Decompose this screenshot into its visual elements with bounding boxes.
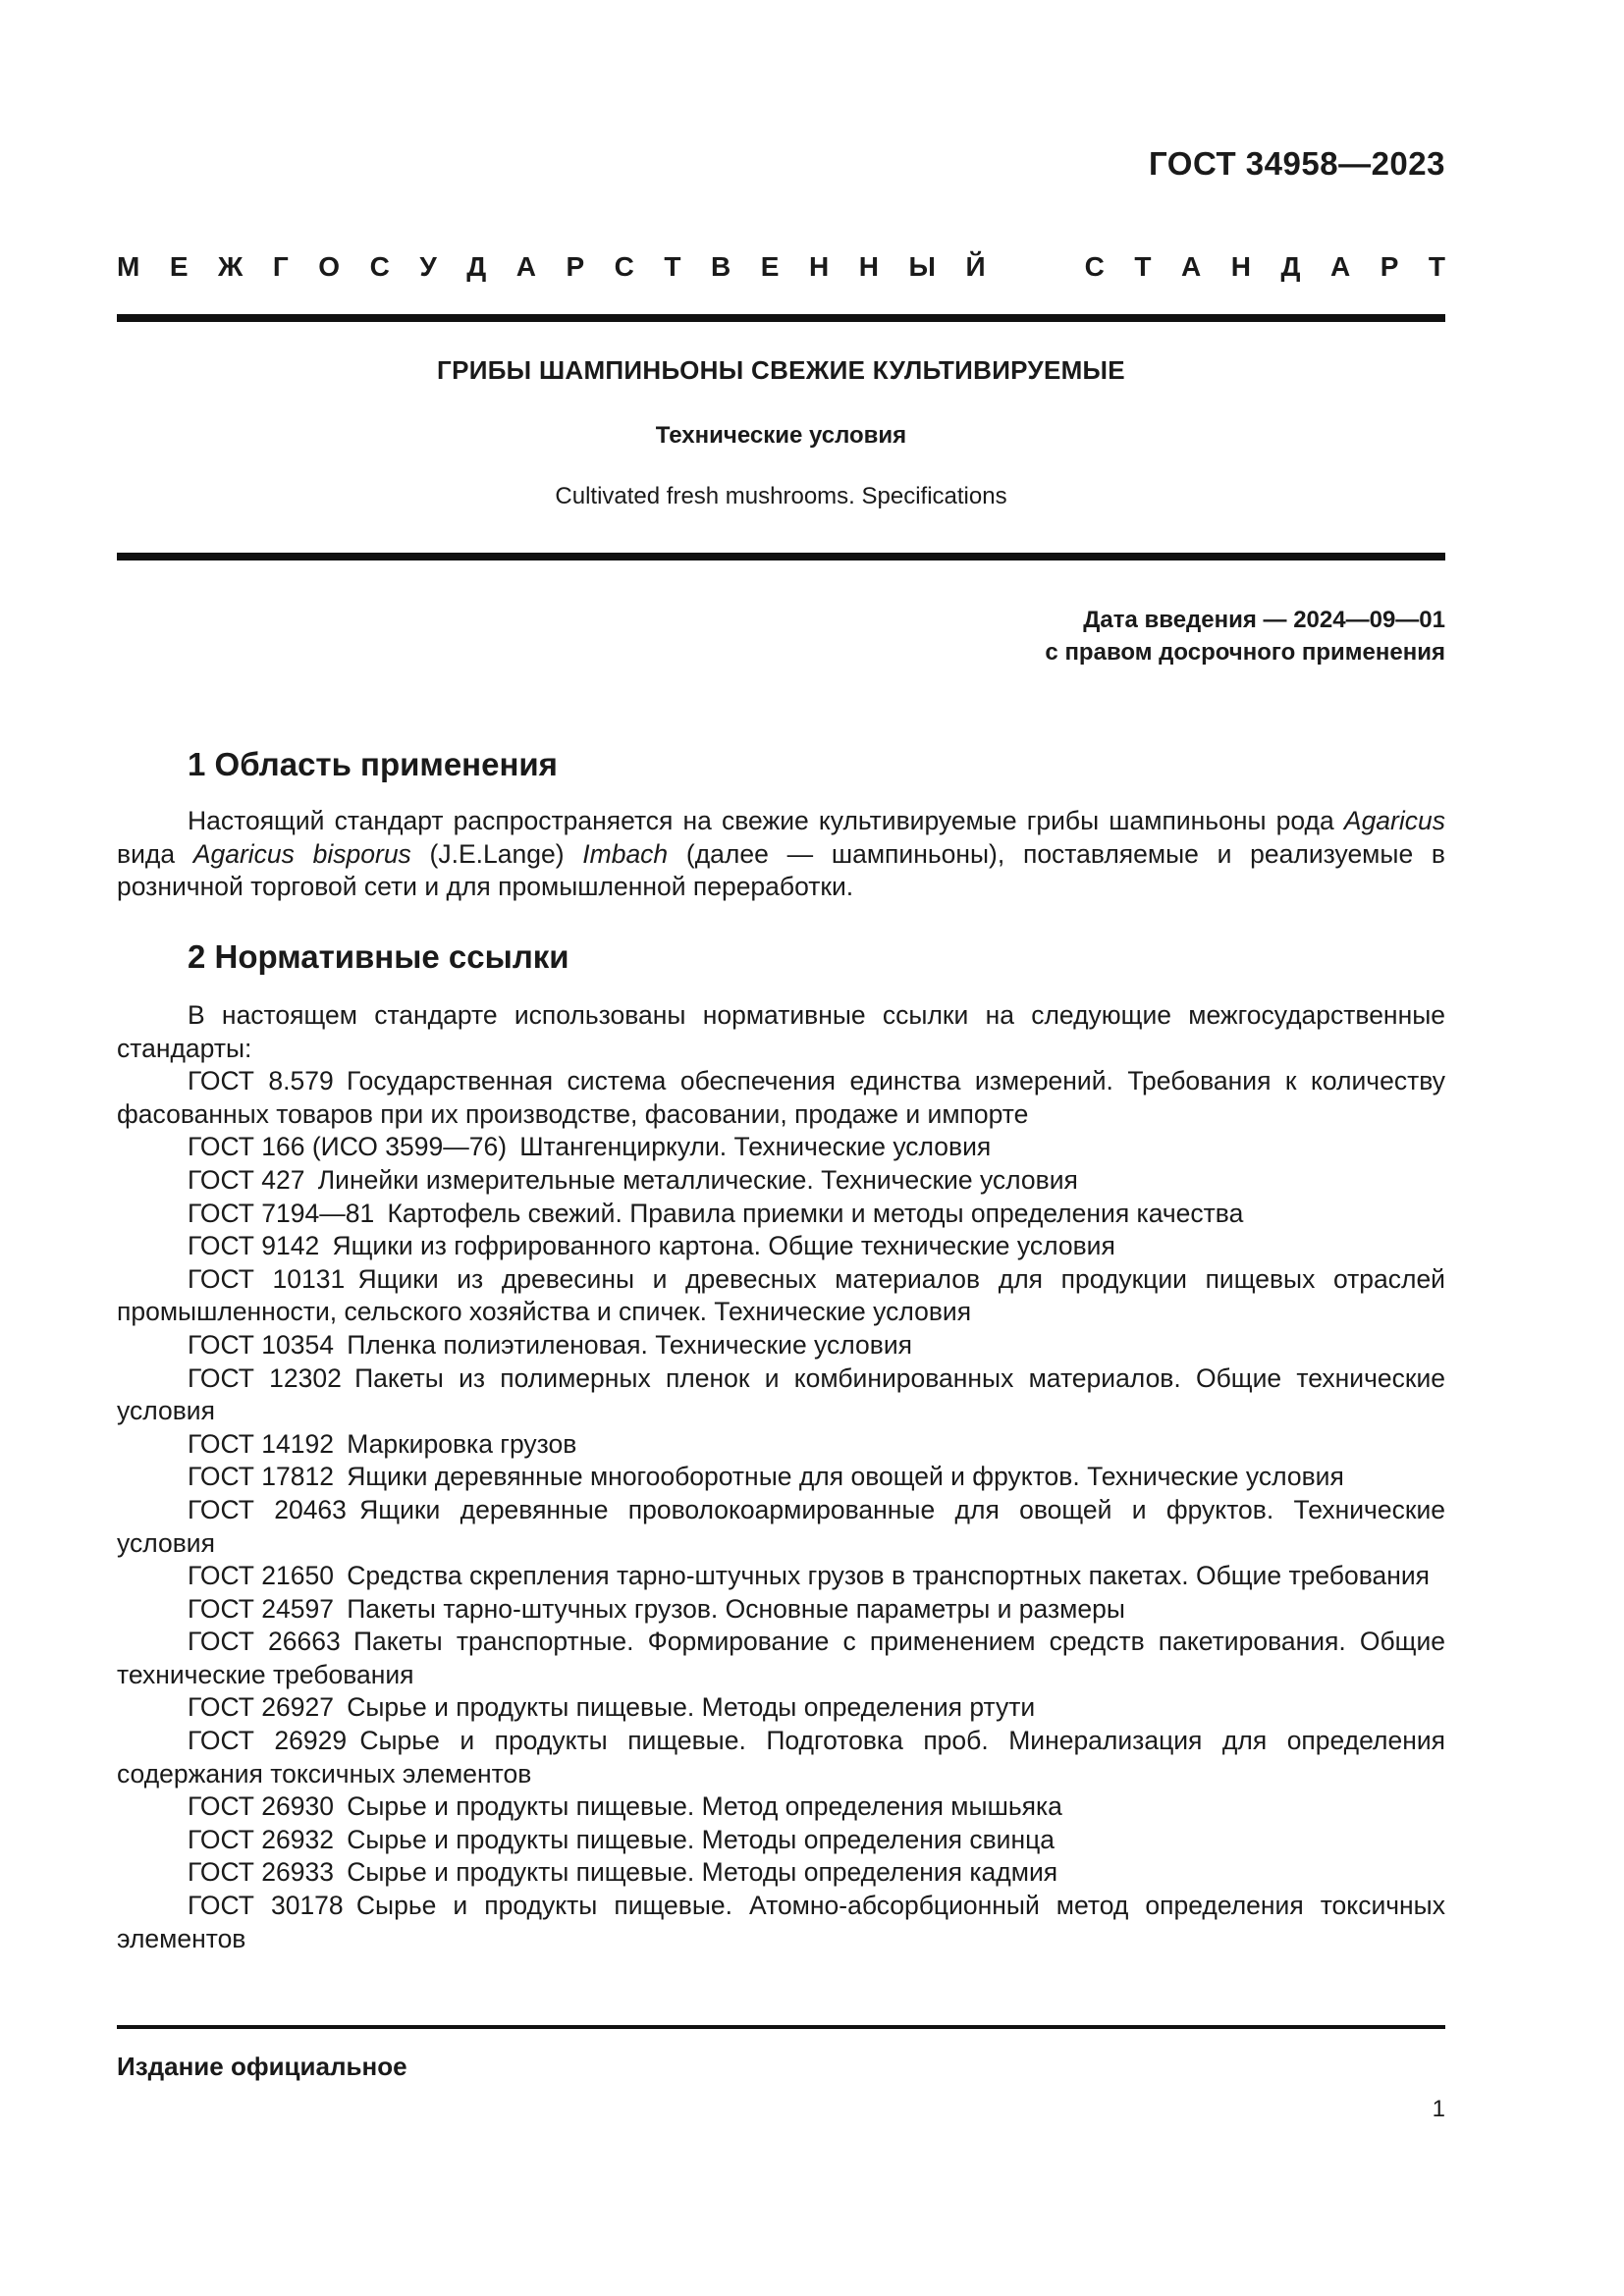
standard-type-letter: Т [664, 251, 681, 282]
standard-type-letter: С [1084, 251, 1105, 282]
reference-entry [117, 1428, 1445, 1462]
standard-type-letter: Н [809, 251, 830, 282]
species-name: Agaricus bisporus [192, 838, 411, 869]
standard-type-line [117, 251, 1445, 283]
reference-code: ГОСТ 10354 [188, 1329, 334, 1360]
standard-type-letter: С [369, 251, 390, 282]
reference-entry [117, 1230, 1445, 1263]
reference-title: Картофель свежий. Правила приемки и методы определения качества [387, 1198, 1244, 1228]
standard-type-letter: Й [965, 251, 986, 282]
reference-entry [117, 1560, 1445, 1593]
introduction-date: Дата введения — 2024—09—01 [1083, 607, 1445, 633]
standard-type-letter: В [711, 251, 731, 282]
reference-entry [117, 1131, 1445, 1164]
reference-title: Сырье и продукты пищевые. Методы определения кадмия [347, 1857, 1058, 1888]
standard-type-letter: Д [466, 251, 487, 282]
reference-code: ГОСТ 26933 [188, 1857, 334, 1888]
reference-code: ГОСТ 24597 [188, 1593, 334, 1624]
reference-list [117, 1065, 1445, 1955]
footer-rule [117, 2025, 1445, 2029]
header-rule [117, 314, 1445, 322]
reference-code: ГОСТ 9142 [188, 1231, 320, 1261]
reference-code: ГОСТ 8.579 [188, 1066, 334, 1096]
reference-entry [117, 1856, 1445, 1890]
reference-code: ГОСТ 21650 [188, 1561, 334, 1591]
reference-entry [117, 1494, 1445, 1560]
page-number: 1 [1432, 2096, 1445, 2122]
standard-type-letter: Е [760, 251, 780, 282]
references-intro: В настоящем стандарте использованы нормативные ссылки на следующие межгосударственные стандарты: [117, 1000, 1445, 1063]
document-title: ГРИБЫ ШАМПИНЬОНЫ СВЕЖИЕ КУЛЬТИВИРУЕМЫЕ [437, 355, 1125, 385]
standard-type-letter: Т [1134, 251, 1152, 282]
reference-code: ГОСТ 427 [188, 1164, 305, 1195]
reference-code: ГОСТ 7194—81 [188, 1198, 375, 1228]
reference-entry [117, 1824, 1445, 1857]
standard-type-letter: Д [1280, 251, 1301, 282]
reference-title: Ящики из древесины и древесных материалов для продукции пищевых отраслей промышленности, сельского хозяйства и спичек. Технические условия [117, 1263, 1445, 1327]
reference-entry [117, 1164, 1445, 1198]
standard-type-letter: М [117, 251, 140, 282]
reference-title: Пленка полиэтиленовая. Технические условия [347, 1329, 912, 1360]
title-rule [117, 553, 1445, 561]
reference-entry [117, 1263, 1445, 1329]
document-page [117, 0, 1445, 2296]
standard-type-letter: А [515, 251, 536, 282]
reference-code: ГОСТ 12302 [188, 1362, 342, 1393]
reference-entry [117, 1065, 1445, 1131]
reference-title: Пакеты транспортные. Формирование с применением средств пакетирования. Общие технические требования [117, 1627, 1445, 1689]
standard-type-letter: О [318, 251, 341, 282]
reference-code: ГОСТ 30178 [188, 1891, 344, 1921]
standard-type-letter: С [614, 251, 634, 282]
standard-type-letter: Т [1428, 251, 1445, 282]
standard-type-letter: Н [1230, 251, 1251, 282]
reference-title: Ящики из гофрированного картона. Общие технические условия [332, 1231, 1115, 1261]
species-author: Imbach [582, 838, 669, 869]
reference-entry [117, 1691, 1445, 1725]
reference-title: Сырье и продукты пищевые. Атомно-абсорбционный метод определения токсичных элементов [117, 1891, 1445, 1953]
reference-title: Пакеты из полимерных пленок и комбинированных материалов. Общие технические условия [117, 1362, 1445, 1426]
standard-type-letter: Р [1380, 251, 1399, 282]
reference-entry [117, 1593, 1445, 1627]
reference-title: Сырье и продукты пищевые. Метод определения мышьяка [347, 1791, 1062, 1822]
standard-type-letter: Ы [908, 251, 936, 282]
section-2-heading: 2 Нормативные ссылки [188, 938, 569, 975]
standard-type-letter: Р [566, 251, 585, 282]
reference-title: Сырье и продукты пищевые. Методы определения ртути [347, 1692, 1036, 1723]
reference-entry [117, 1362, 1445, 1428]
reference-entry [117, 1725, 1445, 1790]
reference-title: Ящики деревянные проволокоармированные для овощей и фруктов. Технические условия [117, 1494, 1445, 1558]
reference-title: Линейки измерительные металлические. Технические условия [317, 1164, 1078, 1195]
standard-type-letter: А [1180, 251, 1202, 282]
reference-code: ГОСТ 14192 [188, 1428, 334, 1459]
reference-code: ГОСТ 20463 [188, 1494, 347, 1524]
early-application-note: с правом досрочного применения [1045, 639, 1445, 666]
reference-title: Государственная система обеспечения единства измерений. Требования к количеству фасованных товаров при их производстве, фасовании, продаже и импорте [117, 1066, 1445, 1129]
normative-references [117, 999, 1445, 1955]
standard-type-gap [1015, 251, 1055, 283]
reference-code: ГОСТ 166 (ИСО 3599—76) [188, 1132, 508, 1162]
reference-code: ГОСТ 26929 [188, 1726, 348, 1756]
reference-code: ГОСТ 26927 [188, 1692, 334, 1723]
standard-type-letter: У [419, 251, 437, 282]
reference-code: ГОСТ 26930 [188, 1791, 334, 1822]
genus-name: Agaricus [1343, 806, 1445, 835]
reference-code: ГОСТ 17812 [188, 1462, 334, 1492]
reference-entry [117, 1890, 1445, 1955]
reference-title: Средства скрепления тарно-штучных грузов в транспортных пакетах. Общие требования [347, 1561, 1430, 1591]
official-edition-label: Издание официальное [117, 2052, 407, 2081]
section-1-text: Настоящий стандарт распространяется на свежие культивируемые грибы шампиньоны рода Agaricus вида Agaricus bisporus (J.E.Lange) Imbach (далее — шампиньоны), поставляемые и реализуемые в розничной торговой сети и для промышленной переработки. [117, 806, 1445, 902]
reference-code: ГОСТ 26663 [188, 1627, 341, 1657]
reference-title: Штангенциркули. Технические условия [519, 1132, 992, 1162]
reference-title: Сырье и продукты пищевые. Методы определения свинца [347, 1824, 1056, 1854]
section-1-heading: 1 Область применения [188, 746, 558, 782]
reference-entry [117, 1461, 1445, 1494]
standard-type-letter: А [1329, 251, 1351, 282]
reference-entry [117, 1626, 1445, 1691]
standard-type-letter: Г [272, 251, 289, 282]
reference-entry [117, 1198, 1445, 1231]
reference-title: Пакеты тарно-штучных грузов. Основные параметры и размеры [347, 1593, 1125, 1624]
reference-title: Сырье и продукты пищевые. Подготовка проб. Минерализация для определения содержания токсичных элементов [117, 1726, 1445, 1789]
reference-entry [117, 1329, 1445, 1362]
document-title-english: Cultivated fresh mushrooms. Specifications [555, 483, 1007, 509]
reference-title: Маркировка грузов [347, 1428, 577, 1459]
standard-type-letter: Ж [218, 251, 244, 282]
document-number: ГОСТ 34958—2023 [1149, 145, 1445, 182]
reference-code: ГОСТ 26932 [188, 1824, 334, 1854]
introduction-date-block [1045, 604, 1445, 668]
standard-type-letter: Е [169, 251, 189, 282]
reference-title: Ящики деревянные многооборотные для овощей и фруктов. Технические условия [347, 1462, 1344, 1492]
reference-code: ГОСТ 10131 [188, 1263, 346, 1294]
standard-type-letter: Н [858, 251, 879, 282]
reference-entry [117, 1790, 1445, 1824]
document-subtitle: Технические условия [655, 422, 907, 449]
